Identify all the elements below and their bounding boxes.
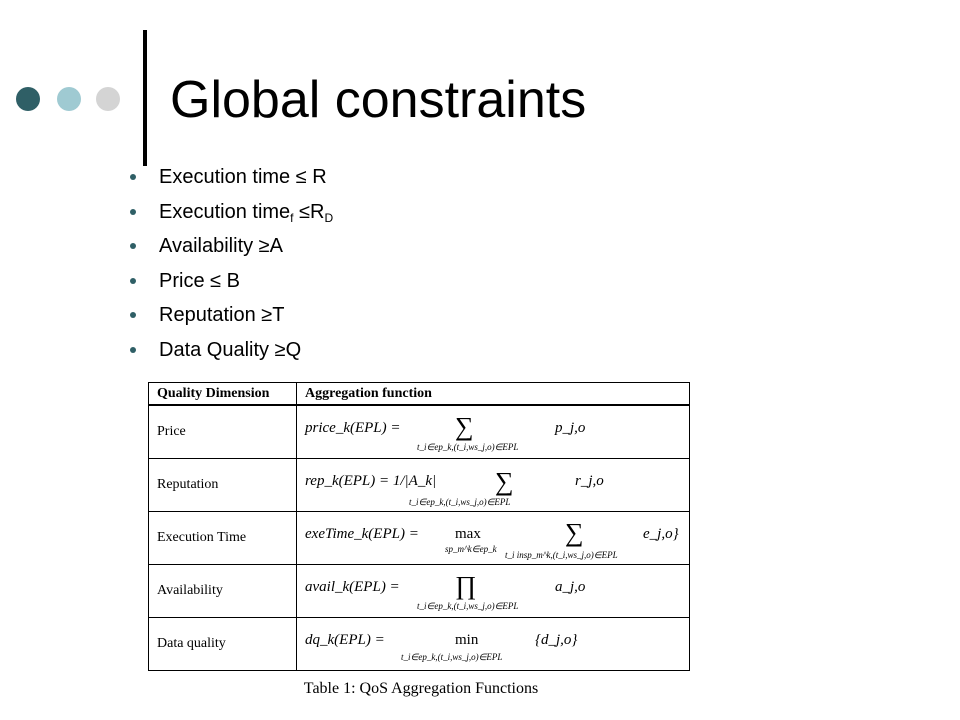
- bullet-text: Availability ≥A: [159, 235, 283, 258]
- product-operator: ∏: [455, 571, 477, 600]
- dimension-cell: Availability: [149, 565, 297, 618]
- bullet-text: Reputation ≥T: [159, 304, 285, 327]
- dimension-cell: Price: [149, 405, 297, 459]
- caption-text: Table 1: QoS Aggregation Functions: [303, 680, 539, 697]
- qos-aggregation-table: [148, 382, 690, 671]
- slide-title: Global constraints: [170, 71, 587, 129]
- max-operator: max: [455, 526, 481, 542]
- formula-cell: [297, 618, 690, 671]
- header-aggregation-function: Aggregation function: [297, 383, 690, 406]
- operator-subscript: t_i∈ep_k,(t_i,ws_j,o)∈EPL: [417, 601, 519, 611]
- formula-rhs: p_j,o: [555, 420, 586, 436]
- bullet-item: [130, 197, 333, 232]
- formula-lhs: price_k(EPL) =: [305, 420, 401, 436]
- table-row: [149, 512, 690, 565]
- table-row: [149, 618, 690, 671]
- bullet-item: [130, 231, 333, 266]
- table-header-row: [149, 383, 690, 406]
- formula-rhs: a_j,o: [555, 579, 586, 595]
- formula-cell: [297, 405, 690, 459]
- operator-subscript: sp_m^k∈ep_k: [445, 544, 497, 554]
- bullet-text: Execution time: [159, 200, 291, 223]
- title-divider: [143, 30, 147, 166]
- table-row: [149, 405, 690, 459]
- operator-subscript: t_i∈ep_k,(t_i,ws_j,o)∈EPL: [417, 442, 519, 452]
- formula-rhs: r_j,o: [575, 473, 604, 489]
- min-operator: min: [455, 632, 479, 648]
- table-row: [149, 565, 690, 618]
- sum-operator: ∑: [565, 518, 584, 547]
- formula-lhs: dq_k(EPL) =: [305, 632, 385, 648]
- qos-table-figure: [148, 382, 690, 662]
- bullet-text: Data Quality ≥Q: [159, 338, 302, 361]
- formula-rhs: e_j,o}: [643, 526, 679, 542]
- bullet-icon: [130, 243, 136, 249]
- operator-subscript: t_i∈ep_k,(t_i,ws_j,o)∈EPL: [409, 497, 511, 507]
- constraint-list: [130, 162, 333, 370]
- decor-dot-dark: [16, 87, 40, 111]
- bullet-text-rest: ≤R: [293, 200, 325, 223]
- bullet-subscript: f: [290, 210, 294, 225]
- bullet-text: Execution time ≤ R: [159, 166, 327, 188]
- formula-cell: [297, 512, 690, 565]
- bullet-item: [130, 300, 333, 335]
- formula-lhs: exeTime_k(EPL) =: [305, 526, 419, 542]
- bullet-item: [130, 266, 333, 301]
- bullet-item: [130, 335, 333, 370]
- operator-subscript: t_i∈ep_k,(t_i,ws_j,o)∈EPL: [401, 652, 503, 662]
- bullet-icon: [130, 209, 136, 215]
- dimension-cell: Data quality: [149, 618, 297, 671]
- bullet-text: Price ≤ B: [159, 269, 240, 292]
- formula-rhs: {d_j,o}: [535, 632, 578, 648]
- formula-cell: [297, 565, 690, 618]
- header-quality-dimension: Quality Dimension: [149, 383, 297, 406]
- decor-dot-light: [57, 87, 81, 111]
- decor-dot-gray: [96, 87, 120, 111]
- formula-cell: [297, 459, 690, 512]
- bullet-icon: [130, 312, 136, 318]
- operator-subscript: t_i insp_m^k,(t_i,ws_j,o)∈EPL: [505, 550, 618, 560]
- formula-lhs: rep_k(EPL) = 1/|A_k|: [305, 473, 437, 489]
- bullet-icon: [130, 347, 136, 353]
- bullet-icon: [130, 278, 136, 284]
- dimension-cell: Execution Time: [149, 512, 297, 565]
- bullet-icon: [130, 174, 136, 180]
- dimension-cell: Reputation: [149, 459, 297, 512]
- table-caption: [0, 680, 842, 698]
- sum-operator: ∑: [495, 467, 514, 496]
- formula-lhs: avail_k(EPL) =: [305, 579, 400, 595]
- bullet-subscript: D: [324, 210, 334, 225]
- table-row: [149, 459, 690, 512]
- sum-operator: ∑: [455, 412, 474, 441]
- bullet-item: [130, 162, 333, 197]
